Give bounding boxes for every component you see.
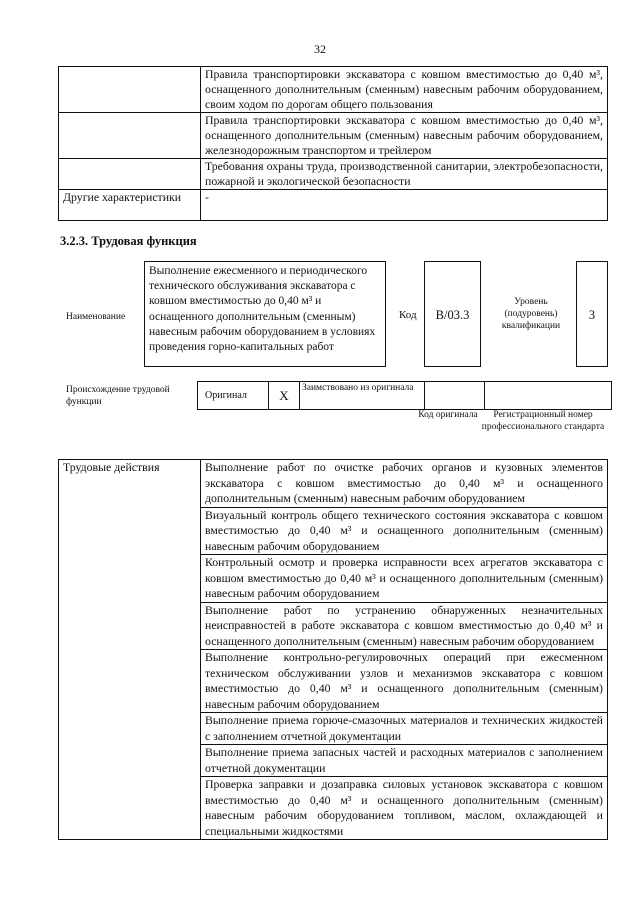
borrowed-label: Заимствовано из оригинала bbox=[300, 382, 425, 410]
labor-action-item: Визуальный контроль общего технического состояния экскаватора с ковшом вместимостью до 0,40 м³ и оснащенного дополнительным (сменным) навесным рабочим оборудованием bbox=[201, 507, 608, 555]
other-characteristics-value: - bbox=[201, 190, 608, 221]
labor-action-item: Выполнение приема запасных частей и расходных материалов с заполнением отчетной документации bbox=[201, 745, 608, 777]
labor-action-item: Контрольный осмотр и проверка исправности всех агрегатов экскаватора с ковшом вместимостью до 0,40 м³ и оснащенного дополнительным (сменным) навесным рабочим оборудованием bbox=[201, 555, 608, 603]
other-characteristics-label: Другие характеристики bbox=[59, 190, 201, 221]
registration-number-cell bbox=[485, 382, 612, 410]
original-label: Оригинал bbox=[198, 382, 269, 410]
table-row bbox=[59, 67, 608, 113]
row-text: Требования охраны труда, производственной санитарии, электробезопасности, пожарной и экологической безопасности bbox=[201, 159, 608, 190]
row-label bbox=[59, 67, 201, 113]
name-label: Наименование bbox=[66, 312, 126, 322]
section-title: 3.2.3. Трудовая функция bbox=[60, 234, 197, 248]
function-name-box: Выполнение ежесменного и периодического технического обслуживания экскаватора с ковшом вместимостью до 0,40 м³ и оснащенного дополнительным (сменным) навесным рабочим оборудованием в условиях проведения горно-капитальных работ bbox=[144, 261, 386, 367]
labor-action-item: Выполнение работ по устранению обнаруженных незначительных неисправностей в работе экскаватора с ковшом вместимостью до 0,40 м³ и оснащенного дополнительным (сменным) навесным рабочим оборудованием bbox=[201, 602, 608, 650]
labor-action-item: Проверка заправки и дозаправка силовых установок экскаватора с ковшом вместимостью до 0,40 м³ и оснащенного дополнительным (сменным) навесным рабочим оборудованием топливом, маслом, охлаждающей и специальными жидкостями bbox=[201, 777, 608, 840]
labor-action-item: Выполнение приема горюче-смазочных материалов и технических жидкостей с заполнением отчетной документации bbox=[201, 713, 608, 745]
original-mark: X bbox=[269, 382, 300, 410]
page-number: 32 bbox=[314, 42, 326, 56]
row-label bbox=[59, 159, 201, 190]
code-label: Код bbox=[399, 309, 417, 321]
origin-label: Происхождение трудовой функции bbox=[66, 385, 170, 407]
origin-table bbox=[197, 381, 612, 410]
labor-actions-label: Трудовые действия bbox=[59, 460, 201, 840]
labor-actions-table bbox=[58, 459, 608, 840]
row-text: Правила транспортировки экскаватора с ковшом вместимостью до 0,40 м³, оснащенного дополнительным (сменным) навесным рабочим оборудованием, железнодорожным транспортом и трейлером bbox=[201, 113, 608, 159]
table-row bbox=[59, 159, 608, 190]
table-row bbox=[59, 190, 608, 221]
level-value: 3 bbox=[576, 261, 608, 367]
original-code-cell bbox=[425, 382, 485, 410]
level-label: Уровень (подуровень) квалификации bbox=[501, 297, 561, 331]
code-value: B/03.3 bbox=[424, 261, 481, 367]
table-row bbox=[59, 113, 608, 159]
labor-action-item: Выполнение работ по очистке рабочих органов и кузовных элементов экскаватора с ковшом вместимостью до 0,40 м³ и оснащенного дополнительным (сменным) навесным рабочим оборудованием bbox=[201, 460, 608, 508]
registration-number-label: Регистрационный номер профессионального стандарта bbox=[481, 410, 605, 432]
labor-action-item: Выполнение контрольно-регулировочных операций при ежесменном техническом обслуживании узлов и механизмов экскаватора с ковшом вместимостью до 0,40 м³ и оснащенного дополнительным (сменным) навесным рабочим оборудованием bbox=[201, 650, 608, 713]
original-code-label: Код оригинала bbox=[418, 410, 478, 420]
knowledge-table bbox=[58, 66, 608, 221]
row-text: Правила транспортировки экскаватора с ковшом вместимостью до 0,40 м³, оснащенного дополнительным (сменным) навесным рабочим оборудованием, своим ходом по дорогам общего пользования bbox=[201, 67, 608, 113]
row-label bbox=[59, 113, 201, 159]
table-row bbox=[59, 460, 608, 508]
